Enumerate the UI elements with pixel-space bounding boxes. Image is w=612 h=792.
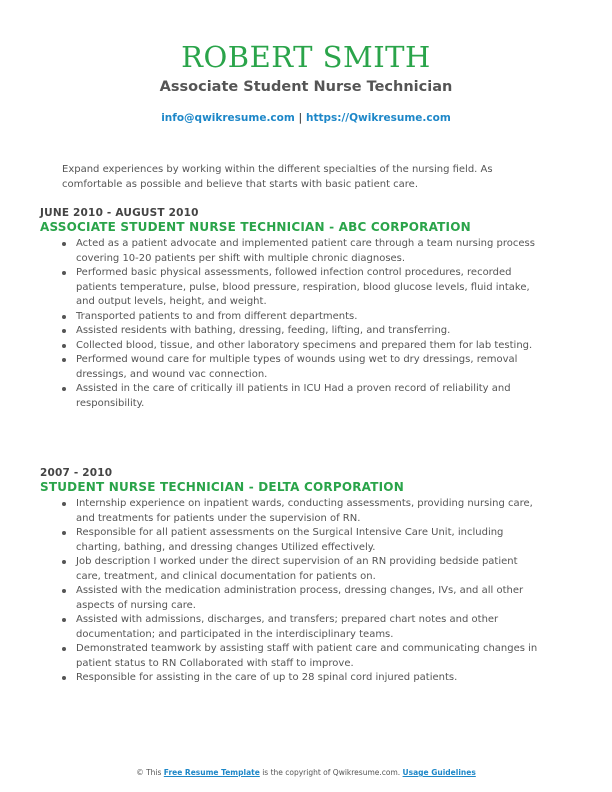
contact-line [0,111,612,125]
bullet-item: Responsible for assisting in the care of up to 28 spinal cord injured patients. [76,671,540,686]
job-bullets [40,497,540,686]
free-resume-template-link[interactable]: Free Resume Template [163,768,260,777]
candidate-name: ROBERT SMITH [181,40,431,74]
bullet-item: Assisted with admissions, discharges, and transfers; prepared chart notes and other documentation; and participated in the interdisciplinary teams. [76,613,540,642]
job-title: ASSOCIATE STUDENT NURSE TECHNICIAN - ABC CORPORATION [40,220,471,234]
job-dates: 2007 - 2010 [40,467,113,479]
bullet-item: Transported patients to and from different departments. [76,310,540,325]
bullet-item: Demonstrated teamwork by assisting staff with patient care and communicating changes in patient status to RN Collaborated with staff to improve. [76,642,540,671]
bullet-item: Performed basic physical assessments, followed infection control procedures, recorded patients temperature, pulse, blood pressure, respiration, blood glucose levels, fluid intake, and output levels, height, and weight. [76,266,540,310]
bullet-item: Assisted in the care of critically ill patients in ICU Had a proven record of reliability and responsibility. [76,382,540,411]
job-title: STUDENT NURSE TECHNICIAN - DELTA CORPORATION [40,480,404,494]
job-entry-1 [40,206,540,411]
bullet-item: Collected blood, tissue, and other laboratory specimens and prepared them for lab testing. [76,339,540,354]
job-entry-2 [40,466,540,686]
footer-prefix: © This [136,768,162,777]
bullet-item: Performed wound care for multiple types of wounds using wet to dry dressings, removal dressings, and wound vac connection. [76,353,540,382]
summary-paragraph: Expand experiences by working within the different specialties of the nursing field. As comfortable as possible and believe that starts with basic patient care. [62,164,493,190]
usage-guidelines-link[interactable]: Usage Guidelines [402,768,476,777]
email-link[interactable]: info@qwikresume.com [161,112,295,124]
website-link[interactable]: https://Qwikresume.com [305,112,451,124]
job-dates: JUNE 2010 - AUGUST 2010 [40,207,199,219]
bullet-item: Acted as a patient advocate and implemented patient care through a team nursing process covering 10-20 patients per shift with multiple chronic diagnoses. [76,237,540,266]
bullet-item: Job description I worked under the direct supervision of an RN providing bedside patient care, treatment, and clinical documentation for patients on. [76,555,540,584]
footer [0,768,612,778]
job-bullets [40,237,540,411]
bullet-item: Responsible for all patient assessments on the Surgical Intensive Care Unit, including charting, bathing, and dressing changes Utilized effectively. [76,526,540,555]
footer-copyright-text: is the copyright of Qwikresume.com. [262,768,401,777]
contact-separator: | [298,112,303,124]
job-title-headline: Associate Student Nurse Technician [159,79,453,95]
bullet-item: Assisted residents with bathing, dressing, feeding, lifting, and transferring. [76,324,540,339]
bullet-item: Assisted with the medication administration process, dressing changes, IVs, and all other aspects of nursing care. [76,584,540,613]
bullet-item: Internship experience on inpatient wards, conducting assessments, providing nursing care, and treatments for patients under the supervision of RN. [76,497,540,526]
